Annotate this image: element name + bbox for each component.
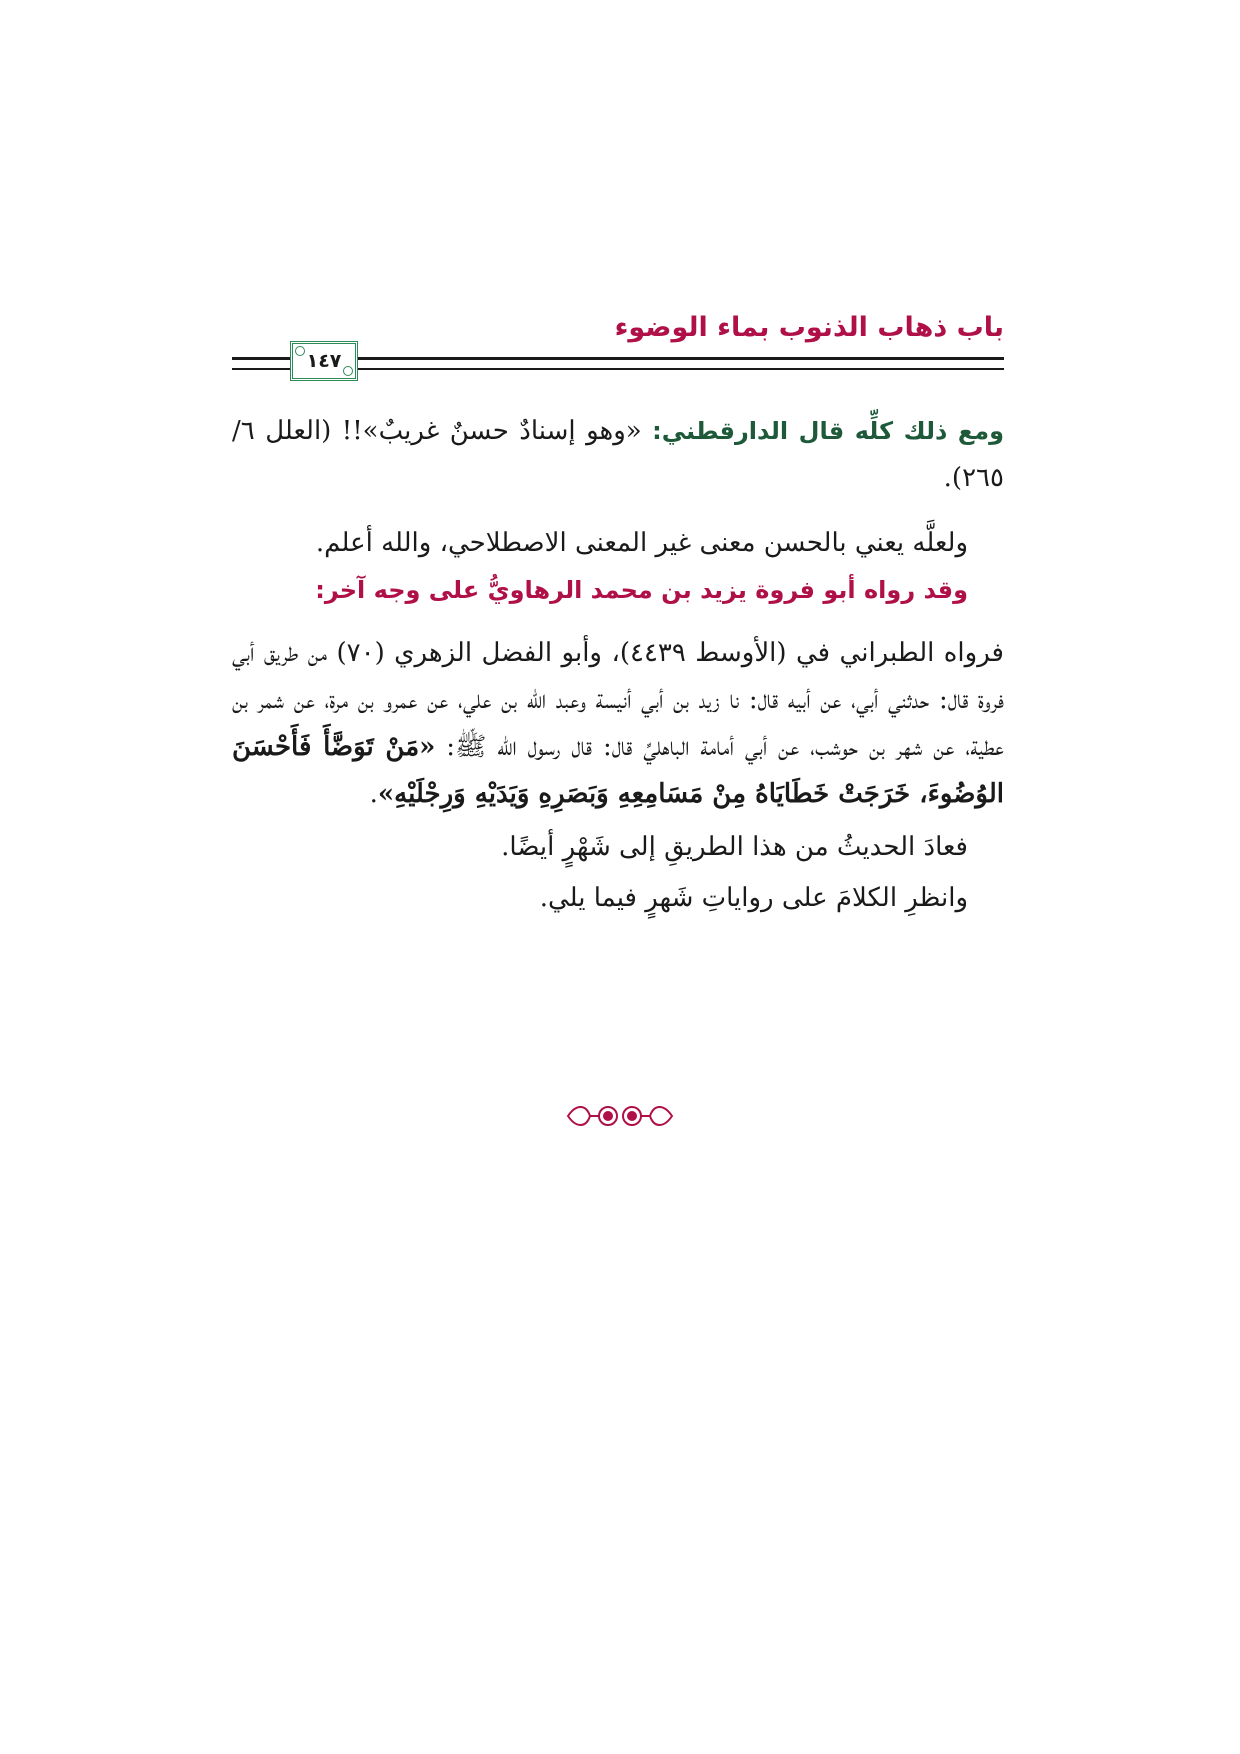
paragraph-2: ولعلَّه يعني بالحسن معنى غير المعنى الاصطلاحي، والله أعلم. xyxy=(315,528,968,558)
page-number-text: ١٤٧ xyxy=(306,350,342,372)
paragraph-3 xyxy=(232,630,1004,818)
paragraph-3-end: . xyxy=(369,779,378,809)
section-end-ornament xyxy=(560,1098,680,1134)
running-title: باب ذهاب الذنوب بماء الوضوء xyxy=(614,312,1004,343)
body-text xyxy=(232,408,1004,922)
section-heading: وقد رواه أبو فروة يزيد بن محمد الرهاويُّ على وجه آخر: xyxy=(315,576,968,604)
paragraph-4: فعادَ الحديثُ من هذا الطريقِ إلى شَهْرٍ أيضًا. xyxy=(501,832,968,862)
paragraph-3-text: فرواه الطبراني في (الأوسط ٤٤٣٩)، وأبو الفضل الزهري (٧٠) من طريق أبي فروة قال: حدثني أبي، عن أبيه قال: نا زيد بن أبي أنيسة وعبد الله بن علي، عن عمرو بن مرة، عن شمر بن عطية، عن شهر بن حوشب، عن أبي أمامة الباهليِّ قال: قال رسول الله ﷺ: xyxy=(232,638,1004,762)
paragraph-1-text: «وهو إسنادٌ حسنٌ غريبٌ»!! (العلل ٦/ ٢٦٥). xyxy=(232,416,1004,493)
page-number xyxy=(290,341,358,381)
hadith-quote: «مَنْ تَوَضَّأَ فَأَحْسَنَ الوُضُوءَ، خَرَجَتْ خَطَايَاهُ مِنْ مَسَامِعِهِ وَبَصَرِهِ وَيَدَيْهِ وَرِجْلَيْهِ» xyxy=(232,732,1004,809)
paragraph-1 xyxy=(232,408,1004,502)
paragraph-5: وانظرِ الكلامَ على رواياتِ شَهرٍ فيما يلي. xyxy=(539,883,968,913)
paragraph-1-lead: ومع ذلك كلِّه قال الدارقطني: xyxy=(652,417,1005,445)
